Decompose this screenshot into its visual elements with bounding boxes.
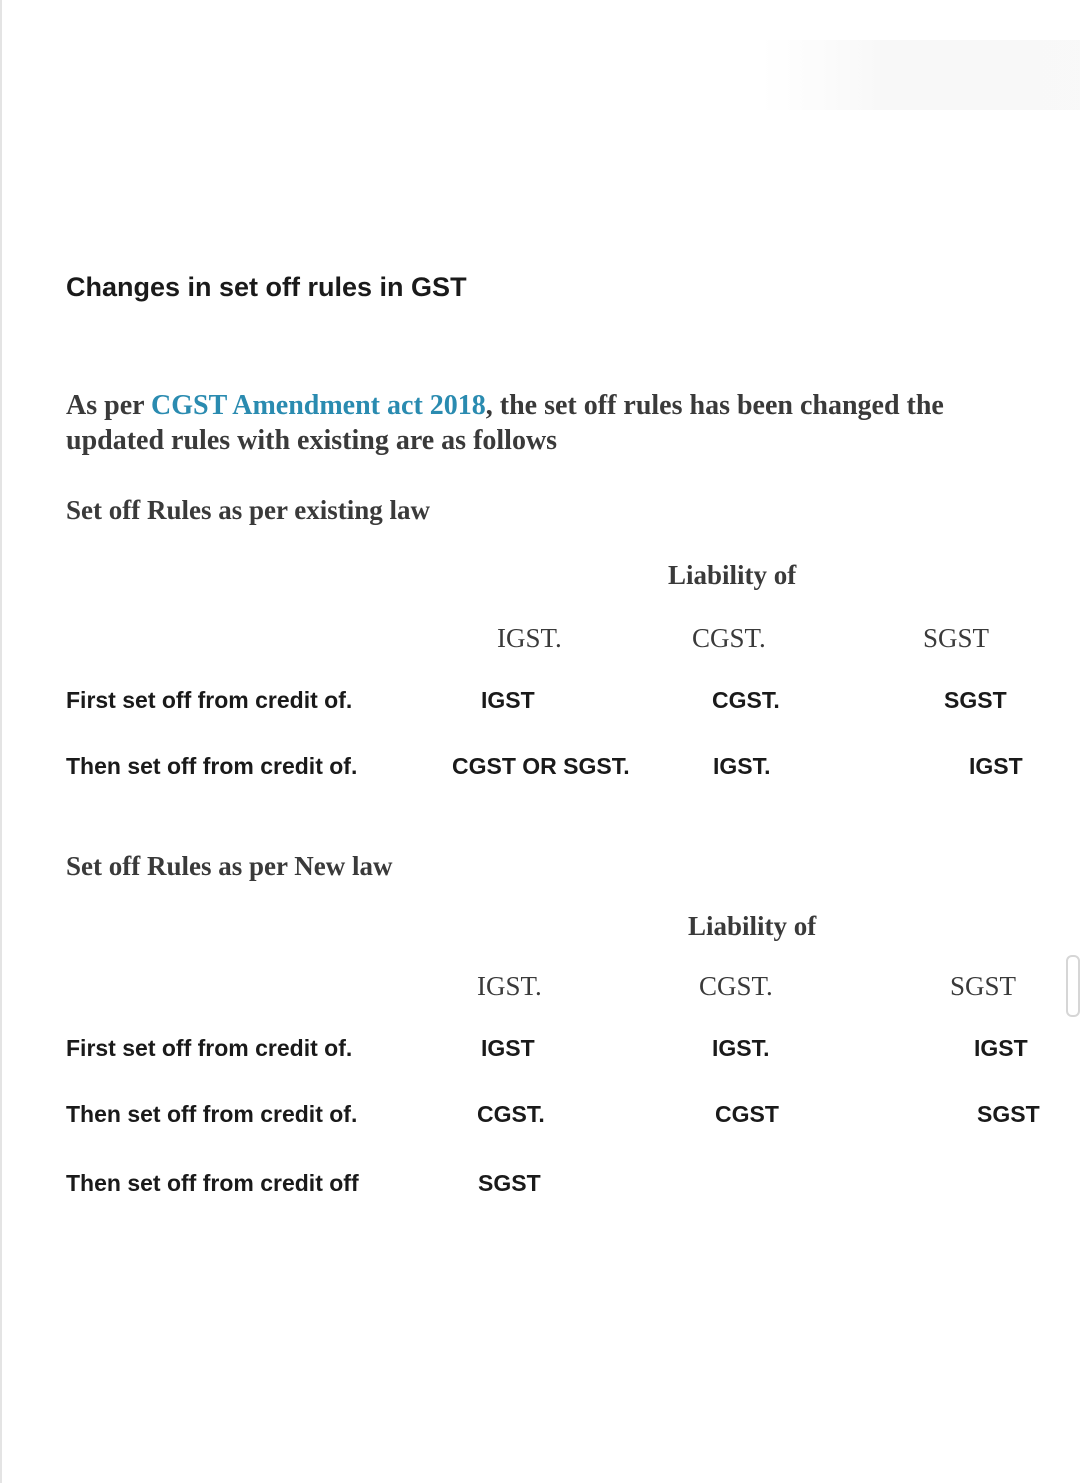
new-row3-label: Then set off from credit off bbox=[66, 1170, 359, 1196]
new-col-igst: IGST. bbox=[477, 971, 542, 1001]
existing-row2-label: Then set off from credit of. bbox=[66, 753, 358, 779]
existing-row2-sgst-cell: IGST bbox=[969, 753, 1023, 779]
new-row1-label: First set off from credit of. bbox=[66, 1035, 353, 1061]
intro-paragraph bbox=[66, 388, 944, 458]
new-row2-sgst-cell: SGST bbox=[977, 1101, 1040, 1127]
existing-row2-igst-cell: CGST OR SGST. bbox=[452, 753, 630, 779]
intro-line2: updated rules with existing are as follows bbox=[66, 425, 558, 456]
existing-row1-cgst-cell: CGST. bbox=[712, 687, 780, 713]
new-row2-label: Then set off from credit of. bbox=[66, 1101, 358, 1127]
new-liability-label: Liability of bbox=[688, 911, 817, 941]
new-row2-igst-cell: CGST. bbox=[477, 1101, 545, 1127]
new-col-sgst: SGST bbox=[950, 971, 1017, 1001]
new-law-heading: Set off Rules as per New law bbox=[66, 851, 393, 881]
new-row1-sgst-cell: IGST bbox=[974, 1035, 1028, 1061]
intro-suffix: , the set off rules has been changed the bbox=[485, 390, 944, 421]
existing-row1-igst-cell: IGST bbox=[481, 687, 535, 713]
scroll-handle[interactable] bbox=[1066, 955, 1080, 1017]
intro-prefix: As per bbox=[66, 390, 152, 421]
page-title: Changes in set off rules in GST bbox=[66, 272, 467, 302]
new-row1-cgst-cell: IGST. bbox=[712, 1035, 770, 1061]
new-col-cgst: CGST. bbox=[699, 971, 773, 1001]
new-row2-cgst-cell: CGST bbox=[715, 1101, 779, 1127]
background-smudge bbox=[760, 40, 1080, 110]
existing-row2-cgst-cell: IGST. bbox=[713, 753, 771, 779]
new-row3-igst-cell: SGST bbox=[478, 1170, 541, 1196]
cgst-amendment-link[interactable]: CGST Amendment act 2018 bbox=[151, 390, 486, 421]
existing-liability-label: Liability of bbox=[668, 560, 797, 590]
page-edge bbox=[0, 0, 2, 1483]
existing-col-sgst: SGST bbox=[923, 623, 990, 653]
new-row1-igst-cell: IGST bbox=[481, 1035, 535, 1061]
existing-col-igst: IGST. bbox=[497, 623, 562, 653]
existing-row1-sgst-cell: SGST bbox=[944, 687, 1007, 713]
existing-row1-label: First set off from credit of. bbox=[66, 687, 353, 713]
existing-col-cgst: CGST. bbox=[692, 623, 766, 653]
existing-law-heading: Set off Rules as per existing law bbox=[66, 495, 430, 525]
